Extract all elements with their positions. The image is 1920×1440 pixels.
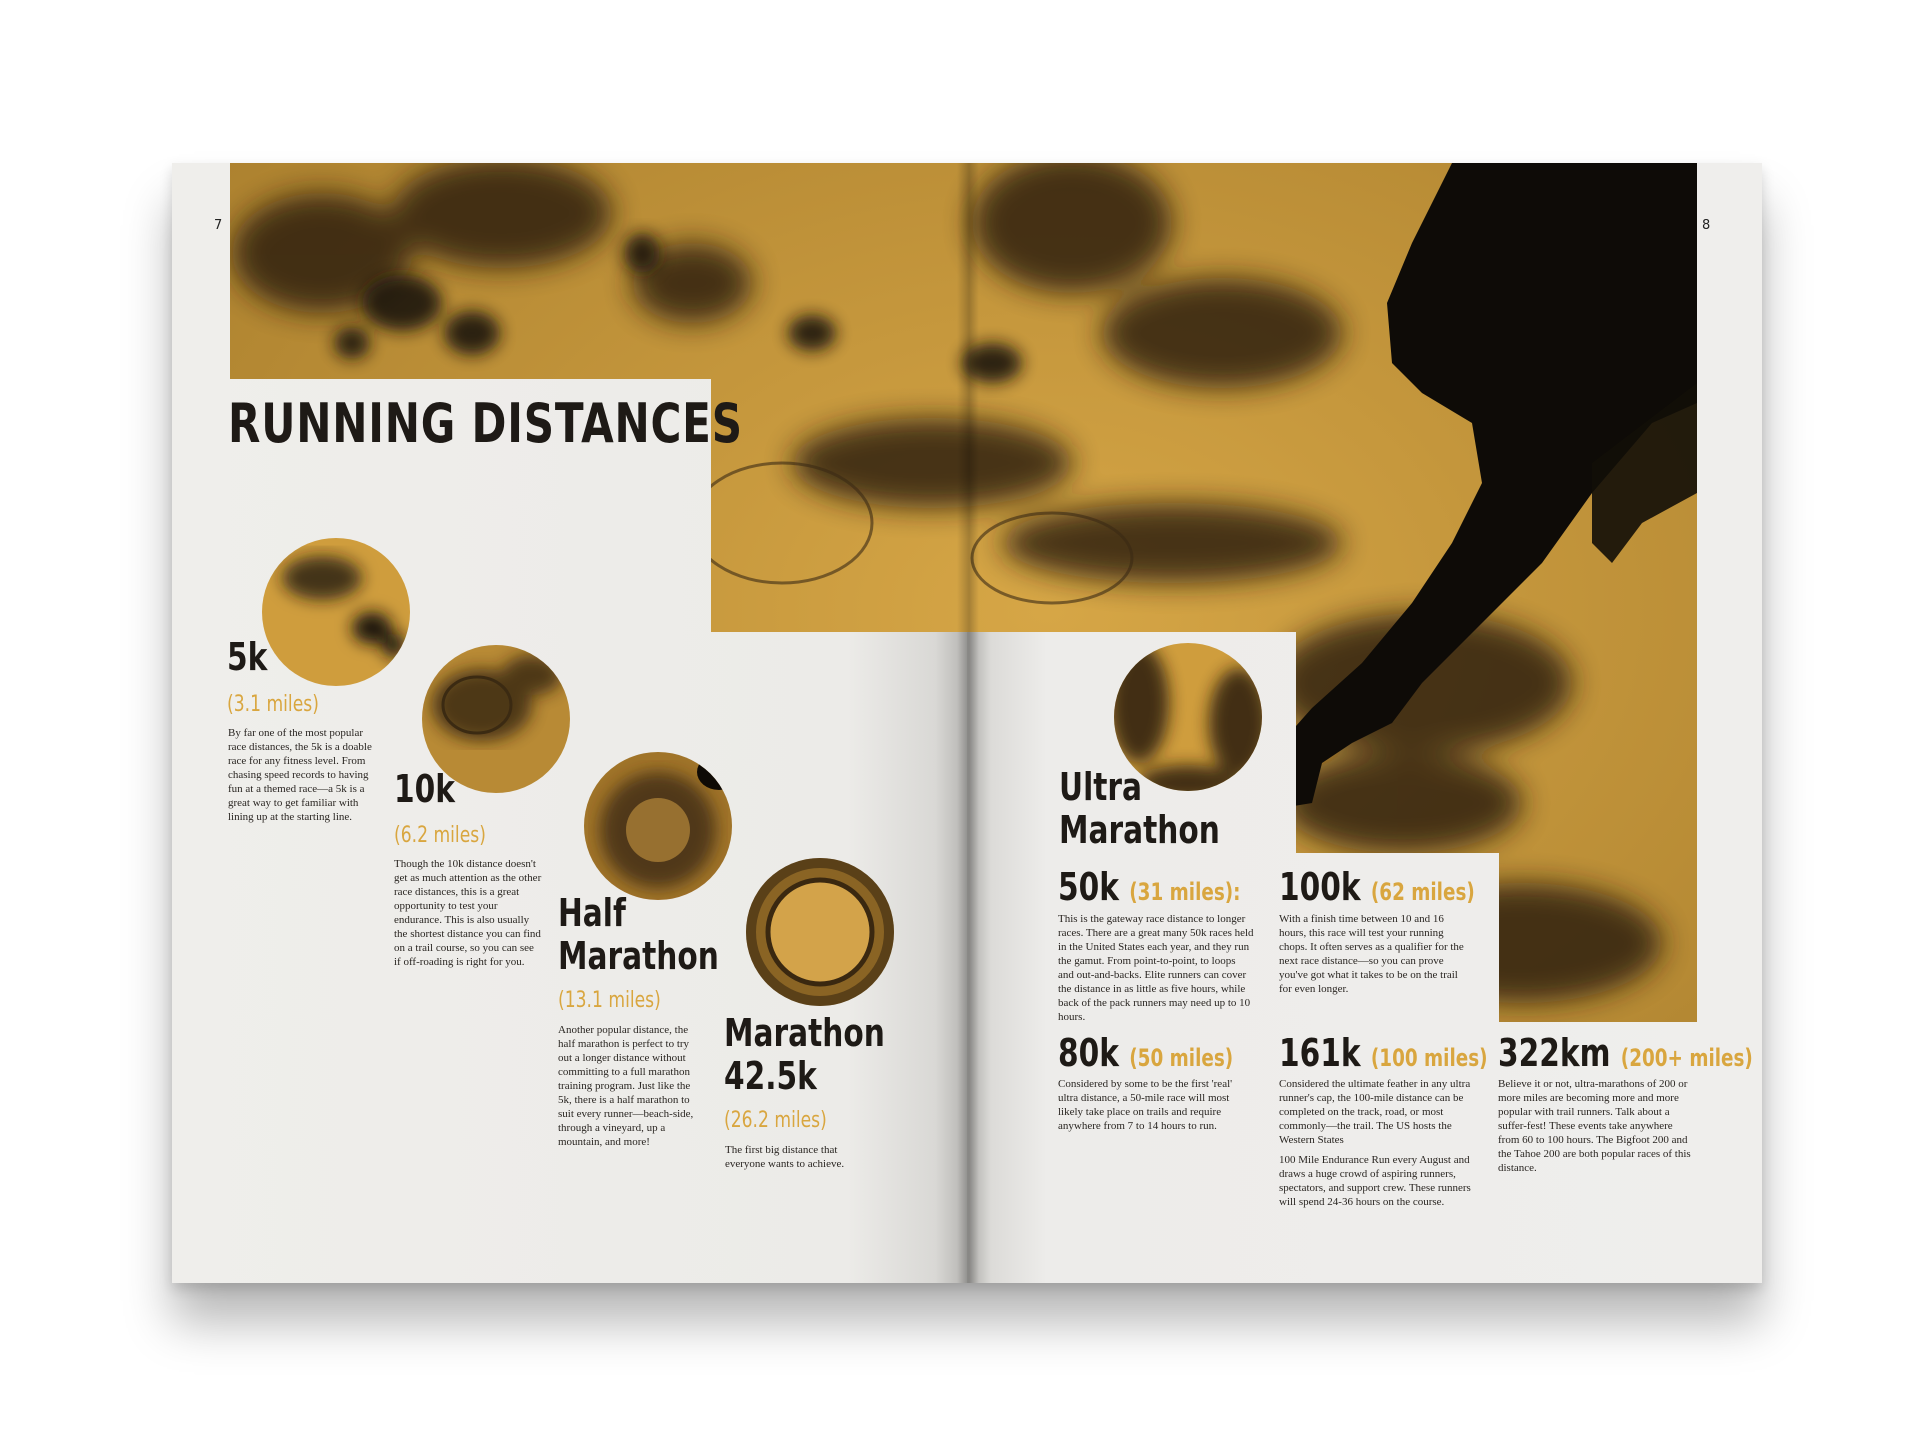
marathon-miles: (26.2 miles) (724, 1108, 827, 1133)
50k-miles: (31 miles): (1129, 878, 1241, 906)
80k-name: 80k (1058, 1031, 1119, 1075)
half-marathon-ink-circle (584, 752, 732, 900)
80k-description: Considered by some to be the first 'real' ultra distance, a 50-mile race will most likely take place on trails and require anywhere from 7 to 14 hours to run. (1058, 1078, 1233, 1132)
322km-description: Believe it or not, ultra-marathons of 200 or more miles are becoming more and more popular with trail runners. Talk about a suffer-fest! These events take anywhere from 60 to 100 hours. The Bigfoot 200 and the Tahoe 200 are both popular races of this distance. (1498, 1078, 1691, 1174)
322km-heading (1498, 1032, 1753, 1075)
marathon-ink-circle (746, 858, 894, 1006)
100k-miles: (62 miles) (1370, 878, 1475, 906)
right-page-number: 8 (1702, 218, 1711, 233)
50k-description: This is the gateway race distance to longer races. There are a great many 50k races held in the United States each year, and they run the gamut. From point-to-point, to loops and out-and-backs. Elite runners can cover the distance in as little as five hours, while back of the pack runners may need up to 10 hours. (1058, 913, 1254, 1023)
161k-heading (1279, 1032, 1488, 1075)
marathon-description: The first big distance that everyone wants to achieve. (725, 1144, 845, 1170)
ultra-marathon-heading-line1: Ultra (1059, 765, 1143, 809)
half-marathon-miles: (13.1 miles) (558, 988, 661, 1013)
5k-miles: (3.1 miles) (227, 692, 319, 717)
10k-heading: 10k (394, 767, 455, 811)
ultra-marathon-heading (1059, 766, 1220, 851)
5k-heading: 5k (227, 635, 268, 679)
half-marathon-heading-line1: Half (558, 891, 626, 935)
161k-description: Considered the ultimate feather in any ultra runner's cap, the 100-mile distance can be completed on the track, road, or most commonly—the trail. The US hosts the Western States (1279, 1078, 1471, 1146)
half-marathon-heading (558, 892, 719, 977)
322km-name: 322km (1498, 1031, 1611, 1075)
100k-heading (1279, 866, 1475, 909)
80k-miles: (50 miles) (1129, 1044, 1234, 1072)
5k-description: By far one of the most popular race distances, the 5k is a doable race for any fitness level. From chasing speed records to having fun at a themed race—a 5k is a great way to get familiar with lining up at the starting line. (228, 727, 372, 823)
5k-ink-circle (262, 538, 410, 686)
book-gutter-shadow (957, 163, 979, 1283)
100k-name: 100k (1279, 865, 1361, 909)
10k-miles: (6.2 miles) (394, 823, 486, 848)
half-marathon-heading-line2: Marathon (558, 933, 719, 978)
161k-description-continued: 100 Mile Endurance Run every August and draws a huge crowd of aspiring runners, spectators, and support crew. These runners will spend 24-36 hours on the course. (1279, 1154, 1471, 1208)
marathon-heading (724, 1012, 885, 1097)
50k-heading (1058, 866, 1240, 909)
161k-miles: (100 miles) (1370, 1044, 1488, 1072)
161k-name: 161k (1279, 1031, 1361, 1075)
ultra-marathon-heading-line2: Marathon (1059, 807, 1220, 852)
10k-description: Though the 10k distance doesn't get as much attention as the other race distances, this is a great opportunity to test your endurance. This is also usually the shortest distance you can find on a trail course, so you can see if off-roading is right for you. (394, 858, 542, 968)
page-title: RUNNING DISTANCES (228, 392, 743, 455)
left-page-number: 7 (214, 218, 223, 233)
marathon-heading-line1: Marathon (724, 1011, 885, 1055)
50k-name: 50k (1058, 865, 1119, 909)
80k-heading (1058, 1032, 1233, 1075)
marathon-heading-line2: 42.5k (724, 1053, 817, 1098)
100k-description: With a finish time between 10 and 16 hours, this race will test your running chops. It often serves as a qualifier for the next race distance—so you can prove you've got what it takes to be on the trail for even longer. (1279, 913, 1464, 995)
322km-miles: (200+ miles) (1620, 1044, 1753, 1072)
half-marathon-description: Another popular distance, the half marathon is perfect to try out a longer distance without committing to a full marathon training program. Just like the 5k, there is a half marathon to suit every runner—beach-side, through a vineyard, up a mountain, and more! (558, 1024, 694, 1148)
